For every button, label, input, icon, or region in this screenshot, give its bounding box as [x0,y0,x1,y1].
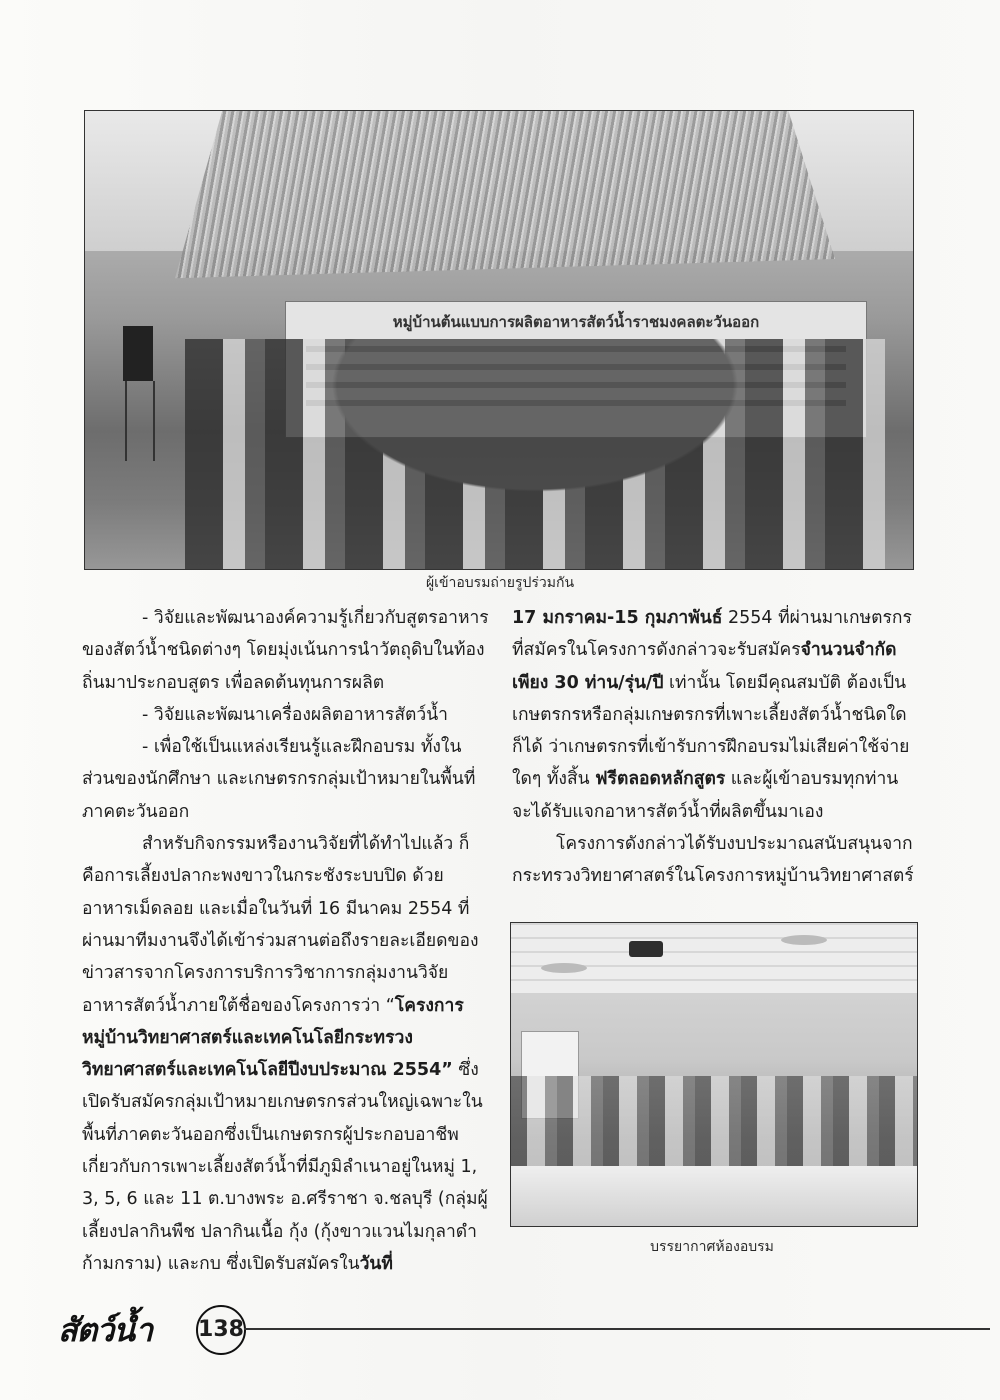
classroom-photo [510,922,918,1227]
projector-icon [629,941,663,957]
magazine-logo [58,1305,198,1353]
footer-rule [244,1328,990,1330]
speaker-icon [123,326,153,381]
tables [511,1166,917,1226]
project-name: โครงการหมู่บ้านวิทยาศาสตร์และเทคโนโลยีกระทรวงวิทยาศาสตร์และเทคโนโลยีปีงบประมาณ 2554” [82,995,464,1081]
thatched-roof [175,110,835,331]
banner-title: หมู่บ้านต้นแบบการผลิตอาหารสัตว์น้ำราชมงคลตะวันออก [392,313,760,331]
bold-free: ฟรีตลอดหลักสูตร [595,769,726,790]
ceiling-fan-icon [541,963,587,973]
paragraph: - เพื่อใช้เป็นแหล่งเรียนรู้และฝึกอบรม ทั้งในส่วนของนักศึกษา และเกษตรกรกลุ่มเป้าหมายในพื้นที่ภาคตะวันออก [82,737,476,822]
paragraph: 17 มกราคม-15 กุมภาพันธ์ 2554 ที่ผ่านมาเกษตรกรที่สมัครในโครงการดังกล่าวจะรับสมัครจำนวนจำกัดเพียง 30 ท่าน/รุ่น/ปี เท่านั้น โดยมีคุณสมบัติ ต้องเป็นเกษตรกรหรือกลุ่มเกษตรกรที่เพาะเลี้ยงสัตว์น้ำชนิดใดก็ได้ ว่าเกษตรกรที่เข้ารับการฝึกอบรมไม่เสียค่าใช้จ่ายใดๆ ทั้งสิ้น ฟรีตลอดหลักสูตร และผู้เข้าอบรมทุกท่านจะได้รับแจกอาหารสัตว์น้ำที่ผลิตขึ้นมาเอง [512,608,912,822]
paragraph: - วิจัยและพัฒนาเครื่องผลิตอาหารสัตว์น้ำ [142,704,448,725]
right-column [512,602,916,893]
bold-date: 17 มกราคม-15 กุมภาพันธ์ [512,608,723,628]
paragraph: สำหรับกิจกรรมหรืองานวิจัยที่ได้ทำไปแล้ว ก็คือการเลี้ยงปลากะพงขาวในกระชังระบบปิด ด้วยอาหารเม็ดลอย และเมื่อในวันที่ 16 มีนาคม 2554 ที่ผ่านมาทีมงานจึงได้เข้าร่วมสานต่อถึงรายละเอียดของข่าวสารจากโครงการบริการวิชาการกลุ่มงานวิจัยอาหารสัตว์น้ำภายใต้ชื่อของโครงการว่า “โครงการหมู่บ้านวิทยาศาสตร์และเทคโนโลยีกระทรวงวิทยาศาสตร์และเทคโนโลยีปีงบประมาณ 2554” ซึ่งเปิดรับสมัครกลุ่มเป้าหมายเกษตรกรส่วนใหญ่เฉพาะในพื้นที่ภาคตะวันออกซึ่งเป็นเกษตรกรผู้ประกอบอาชีพเกี่ยวกับการเพาะเลี้ยงสัตว์น้ำที่มีภูมิลำเนาอยู่ในหมู่ 1, 3, 5, 6 และ 11 ต.บางพระ อ.ศรีราชา จ.ชลบุรี (กลุ่มผู้เลี้ยงปลากินพืช ปลากินเนื้อ กุ้ง (กุ้งขาวแวนไมกุลาดำ ก้ามกราม) และกบ ซึ่งเปิดรับสมัครในวันที่ [82,834,488,1274]
top-photo-caption: ผู้เข้าอบรมถ่ายรูปร่วมกัน [425,575,575,591]
left-column [82,602,490,1280]
group-of-people [185,339,885,569]
bold-date-label: วันที่ [359,1253,393,1274]
paragraph: - วิจัยและพัฒนาองค์ความรู้เกี่ยวกับสูตรอาหารของสัตว์น้ำชนิดต่างๆ โดยมุ่งเน้นการนำวัตถุดิบในท้องถิ่นมาประกอบสูตร เพื่อลดต้นทุนการผลิต [82,608,489,693]
tripod [125,381,155,461]
group-photo [84,110,914,570]
photo-ceiling [511,923,917,993]
bold-quota: จำนวนจำกัดเพียง 30 ท่าน/รุ่น/ปี [512,640,897,693]
bottom-photo-caption: บรรยากาศห้องอบรม [650,1239,774,1255]
paragraph: โครงการดังกล่าวได้รับงบประมาณสนับสนุนจากกระทรวงวิทยาศาสตร์ในโครงการหมู่บ้านวิทยาศาสตร์ [512,834,914,887]
ceiling-fan-icon [781,935,827,945]
page-number: 138 [196,1305,246,1355]
magazine-name: สัตว์น้ำ [58,1311,153,1349]
